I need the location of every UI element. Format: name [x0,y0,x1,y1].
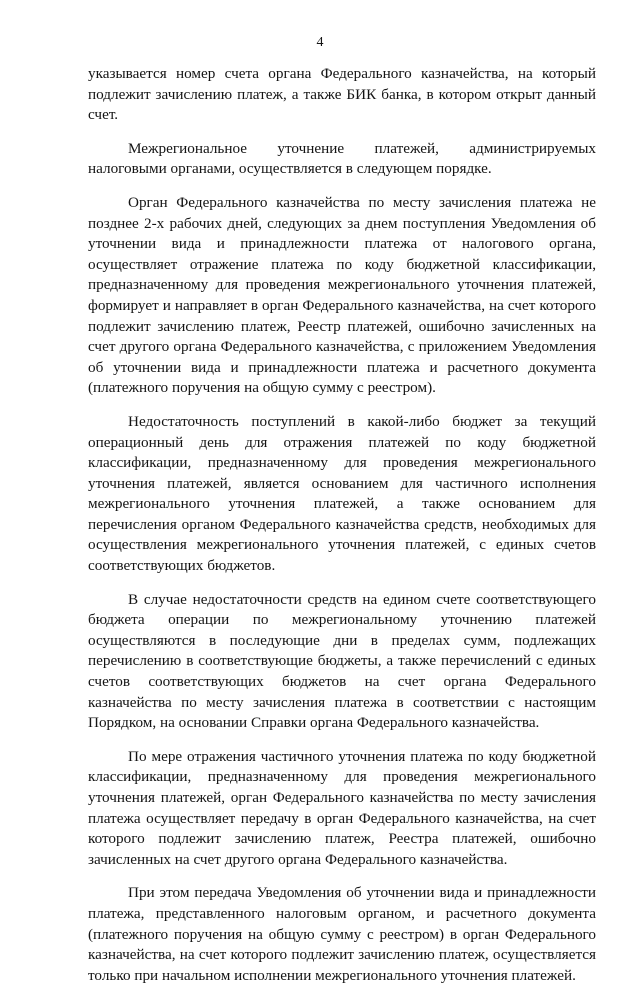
page-number: 4 [316,35,324,50]
paragraph-insufficient-receipts: Недостаточность поступлений в какой-либо бюджет за текущий операционный день для отражения платежей по коду бюджетной классификации, предназначенному для проведения межрегионального уточнения платежей, является основанием для частичного исполнения межрегионального уточнения платежей, а также основанием для перечисления органом Федерального казначейства средств, необходимых для осуществления межрегионального уточнения платежей, с единых счетов соответствующих бюджетов. [88,412,596,575]
paragraph-treasury-procedure: Орган Федерального казначейства по месту зачисления платежа не позднее 2-х рабочих дней, следующих за днем поступления Уведомления об уточнении вида и принадлежности платежа от налогового органа, осуществляет отражение платежа по коду бюджетной классификации, предназначенному для проведения межрегионального уточнения платежей, формирует и направляет в орган Федерального казначейства, на счет которого подлежит зачислению платеж, Реестр платежей, ошибочно зачисленных на счет другого органа Федерального казначейства, с приложением Уведомления об уточнении вида и принадлежности платежа и расчетного документа (платежного поручения на общую сумму с реестром). [88,193,596,397]
document-body [88,64,596,999]
paragraph-partial-clarification: По мере отражения частичного уточнения платежа по коду бюджетной классификации, предназначенному для проведения межрегионального уточнения платежей, орган Федерального казначейства по месту зачисления платежа осуществляет передачу в орган Федерального казначейства, на счет которого подлежит зачислению платеж, Реестра платежей, ошибочно зачисленных на счет другого органа Федерального казначейства. [88,747,596,868]
paragraph-interregional-intro: Межрегиональное уточнение платежей, администрируемых налоговыми органами, осуществляется в следующем порядке. [88,139,596,178]
paragraph-notification-transfer: При этом передача Уведомления об уточнении вида и принадлежности платежа, представленного налоговым органом, и расчетного документа (платежного поручения на общую сумму с реестром) в орган Федерального казначейства, на счет которого подлежит зачислению платеж, осуществляется только при начальном исполнении межрегионального уточнения платежей. [88,884,596,984]
paragraph-continuation: указывается номер счета органа Федерального казначейства, на который подлежит зачислению платеж, а также БИК банка, в котором открыт данный счет. [88,65,596,124]
paragraph-insufficient-funds: В случае недостаточности средств на едином счете соответствующего бюджета операции по межрегиональному уточнению платежей осуществляются в последующие дни в пределах сумм, подлежащих перечислению в соответствующие бюджеты, а также перечислений с единых счетов соответствующих бюджетов на счет органа Федерального казначейства по месту зачисления платежа в соответствии с настоящим Порядком, на основании Справки органа Федерального казначейства. [88,590,596,732]
